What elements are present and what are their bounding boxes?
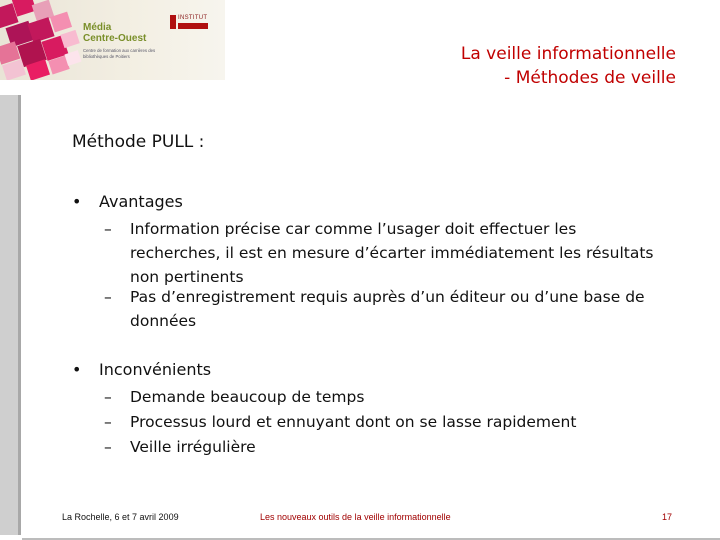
slide-title [461,42,676,90]
institute-logo [170,15,208,37]
sub-item-text: Information précise car comme l’usager doit effectuer les recherches, il est en mesure d’écarter immédiatement les résultats non pertinents [130,220,654,286]
dash-marker: – [104,438,112,456]
left-decorative-bar [0,95,21,535]
dash-marker: – [104,388,112,406]
institute-mark-icon [170,15,176,29]
footer-title: Les nouveaux outils de la veille informationnelle [260,512,451,522]
logo-title: Média Centre-Ouest [83,22,147,44]
institute-bar-icon [178,23,208,29]
logo-tagline: Centre de formation aux carrières des bibliothèques de Poitiers [83,48,156,59]
sub-item-text: Demande beaucoup de temps [130,388,365,406]
dash-marker: – [104,220,112,238]
dash-marker: – [104,413,112,431]
bullet-marker: • [72,360,82,379]
dash-marker: – [104,288,112,306]
institute-label: INSTITUT [178,15,208,21]
slide-title-line-2: - Méthodes de veille [504,68,676,88]
bullet-label: Avantages [99,192,183,211]
media-centre-ouest-logo [0,0,225,80]
sub-item-text: Veille irrégulière [130,438,256,456]
sub-item-text: Processus lourd et ennuyant dont on se lasse rapidement [130,413,577,431]
footer-date: La Rochelle, 6 et 7 avril 2009 [62,512,179,522]
logo-mosaic-icon [0,0,82,80]
bullet-marker: • [72,192,82,211]
sub-item-text: Pas d’enregistrement requis auprès d’un éditeur ou d’une base de données [130,288,645,330]
slide-title-line-1: La veille informationnelle [460,44,676,64]
bullet-label: Inconvénients [99,360,212,379]
page-number: 17 [662,512,673,522]
section-heading: Méthode PULL : [72,132,205,152]
